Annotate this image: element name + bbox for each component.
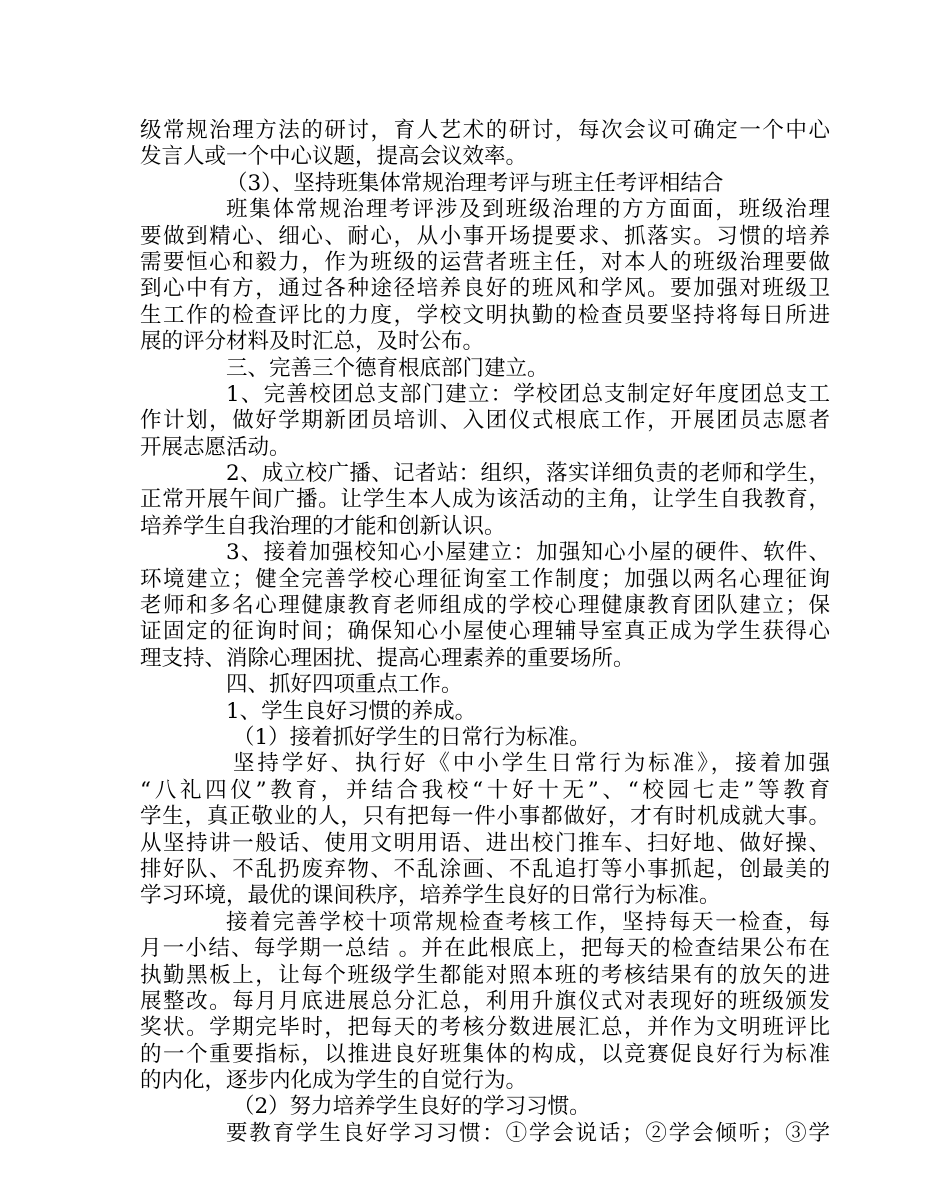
text-line: “八礼四仪”教育，并结合我校“十好十无”、“校园七走”等教育 — [140, 777, 830, 803]
text-line: 要教育学生良好学习习惯：①学会说话；②学会倾听；③学 — [226, 1120, 830, 1146]
text-line: 环境建立；健全完善学校心理征询室工作制度；加强以两名心理征询 — [140, 566, 830, 592]
text-line: 从坚持讲一般话、使用文明用语、进出校门推车、扫好地、做好操、 — [140, 830, 830, 856]
subsection-heading: 1、学生良好习惯的养成。 — [226, 698, 477, 724]
text-line: 执勤黑板上，让每个班级学生都能对照本班的考核结果有的放矢的进 — [140, 962, 830, 988]
text-line: 开展志愿活动。 — [140, 434, 291, 460]
section-heading: 四、抓好四项重点工作。 — [226, 672, 463, 698]
section-heading: （3）、坚持班集体常规治理考评与班主任考评相结合 — [226, 170, 724, 196]
text-line: 证固定的征询时间；确保知心小屋使心理辅导室真正成为学生获得心 — [140, 619, 830, 645]
text-line: 要做到精心、细心、耐心，从小事开场提要求、抓落实。习惯的培养 — [140, 223, 830, 249]
subsection-heading: （2）努力培养学生良好的学习习惯。 — [233, 1094, 591, 1120]
text-line: 的内化，逐步内化成为学生的自觉行为。 — [140, 1068, 528, 1094]
text-line: 到心中有方，通过各种途径培养良好的班风和学风。要加强对班级卫 — [140, 276, 830, 302]
text-line: 3、接着加强校知心小屋建立：加强知心小屋的硬件、软件、 — [226, 540, 830, 566]
text-line: 班集体常规治理考评涉及到班级治理的方方面面，班级治理 — [226, 197, 830, 223]
text-line: 学习环境，最优的课间秩序，培养学生良好的日常行为标准。 — [140, 883, 721, 909]
text-line: 接着完善学校十项常规检查考核工作，坚持每天一检查，每 — [226, 909, 830, 935]
text-line: 展的评分材料及时汇总，及时公布。 — [140, 329, 485, 355]
document-body — [140, 118, 830, 1147]
text-line: 培养学生自我治理的才能和创新认识。 — [140, 513, 506, 539]
text-line: 排好队、不乱扔废弃物、不乱涂画、不乱追打等小事抓起，创最美的 — [140, 856, 830, 882]
subsection-heading: （1）接着抓好学生的日常行为标准。 — [233, 724, 591, 750]
text-line: 作计划，做好学期新团员培训、入团仪式根底工作，开展团员志愿者 — [140, 408, 830, 434]
text-line: 坚持学好、执行好《中小学生日常行为标准》，接着加强 — [233, 751, 830, 777]
section-heading: 三、完善三个德育根底部门建立。 — [226, 355, 549, 381]
text-line: 发言人或一个中心议题，提高会议效率。 — [140, 144, 528, 170]
text-line: 月一小结、每学期一总结 。并在此根底上，把每天的检查结果公布在 — [140, 936, 830, 962]
text-line: 的一个重要指标，以推进良好班集体的构成，以竞赛促良好行为标准 — [140, 1041, 830, 1067]
text-line: 需要恒心和毅力，作为班级的运营者班主任，对本人的班级治理要做 — [140, 249, 830, 275]
text-line: 学生，真正敬业的人，只有把每一件小事都做好，才有时机成就大事。 — [140, 804, 830, 830]
text-line: 生工作的检查评比的力度，学校文明执勤的检查员要坚持将每日所进 — [140, 302, 830, 328]
text-line: 展整改。每月月底进展总分汇总，利用升旗仪式对表现好的班级颁发 — [140, 988, 830, 1014]
text-line: 理支持、消除心理困扰、提高心理素养的重要场所。 — [140, 645, 635, 671]
text-line: 级常规治理方法的研讨，育人艺术的研讨，每次会议可确定一个中心 — [140, 118, 830, 143]
text-line: 奖状。学期完毕时，把每天的考核分数进展汇总，并作为文明班评比 — [140, 1015, 830, 1041]
text-line: 2、成立校广播、记者站：组织，落实详细负责的老师和学生， — [226, 461, 830, 487]
text-line: 老师和多名心理健康教育老师组成的学校心理健康教育团队建立；保 — [140, 593, 830, 619]
text-line: 正常开展午间广播。让学生本人成为该活动的主角，让学生自我教育， — [140, 487, 830, 513]
text-line: 1、完善校团总支部门建立：学校团总支制定好年度团总支工 — [226, 381, 830, 407]
